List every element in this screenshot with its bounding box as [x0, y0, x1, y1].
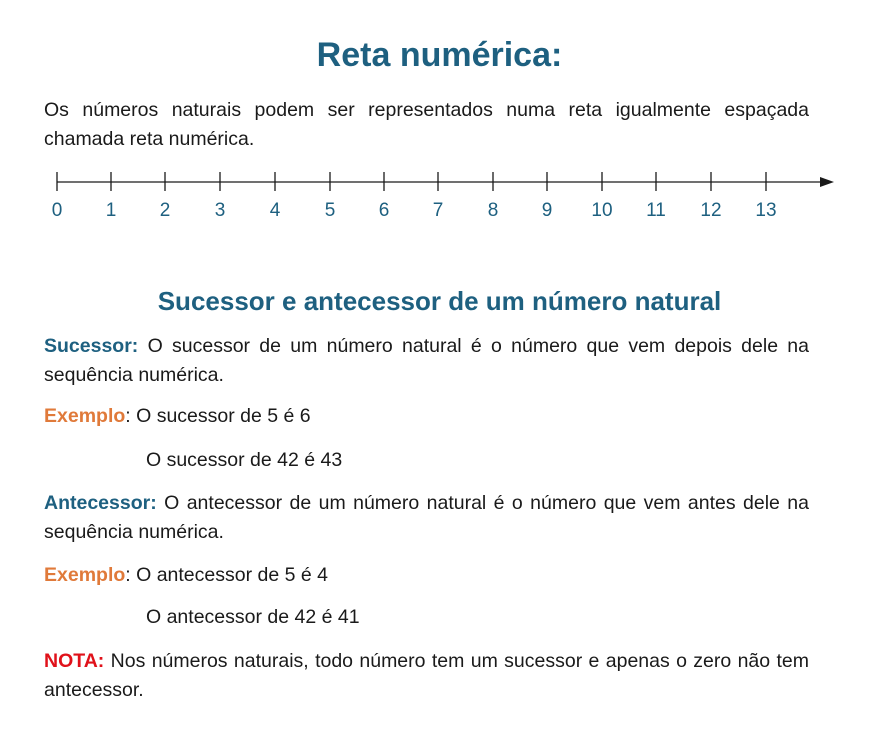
- predecessor-label: Antecessor:: [44, 492, 157, 514]
- number-line-tick-label: 3: [214, 200, 226, 221]
- note-label: NOTA:: [44, 650, 105, 672]
- successor-label: Sucessor:: [44, 335, 139, 357]
- predecessor-example-label: Exemplo: [44, 564, 126, 586]
- note-paragraph: [44, 647, 809, 705]
- successor-definition: [44, 332, 809, 390]
- predecessor-example-1-text: : O antecessor de 5 é 4: [125, 564, 328, 586]
- predecessor-definition: [44, 489, 809, 547]
- number-line-tick-label: 0: [51, 200, 63, 221]
- number-line-tick-label: 13: [755, 200, 777, 221]
- number-line-tick-label: 9: [541, 200, 553, 221]
- note-text: Nos números naturais, todo número tem um sucessor e apenas o zero não tem antecessor.: [44, 650, 809, 701]
- number-line-tick-label: 4: [269, 200, 281, 221]
- number-line-tick-label: 2: [159, 200, 171, 221]
- number-line-tick-label: 12: [700, 200, 722, 221]
- number-line-tick-label: 7: [432, 200, 444, 221]
- page-title: Reta numérica:: [316, 36, 563, 74]
- section-title: Sucessor e antecessor de um número natural: [157, 286, 722, 316]
- number-line: [0, 160, 879, 230]
- predecessor-text: O antecessor de um número natural é o número que vem antes dele na sequência numérica.: [44, 492, 809, 543]
- intro-paragraph: Os números naturais podem ser representados numa reta igualmente espaçada chamada reta numérica.: [44, 99, 809, 150]
- number-line-tick-label: 11: [646, 200, 666, 221]
- successor-example-2: O sucessor de 42 é 43: [146, 449, 343, 471]
- successor-example-1-text: : O sucessor de 5 é 6: [125, 405, 311, 427]
- successor-example-1: [44, 402, 311, 431]
- number-line-ticks: [52, 172, 777, 221]
- successor-text: O sucessor de um número natural é o número que vem depois dele na sequência numérica.: [44, 335, 809, 386]
- predecessor-example-2: O antecessor de 42 é 41: [146, 606, 360, 628]
- successor-example-label: Exemplo: [44, 405, 126, 427]
- number-line-tick-label: 10: [591, 200, 613, 221]
- number-line-tick-label: 6: [378, 200, 390, 221]
- number-line-arrowhead: [820, 177, 834, 187]
- number-line-tick-label: 8: [487, 200, 499, 221]
- number-line-tick-label: 1: [105, 200, 117, 221]
- predecessor-example-1: [44, 561, 328, 590]
- number-line-tick-label: 5: [324, 200, 336, 221]
